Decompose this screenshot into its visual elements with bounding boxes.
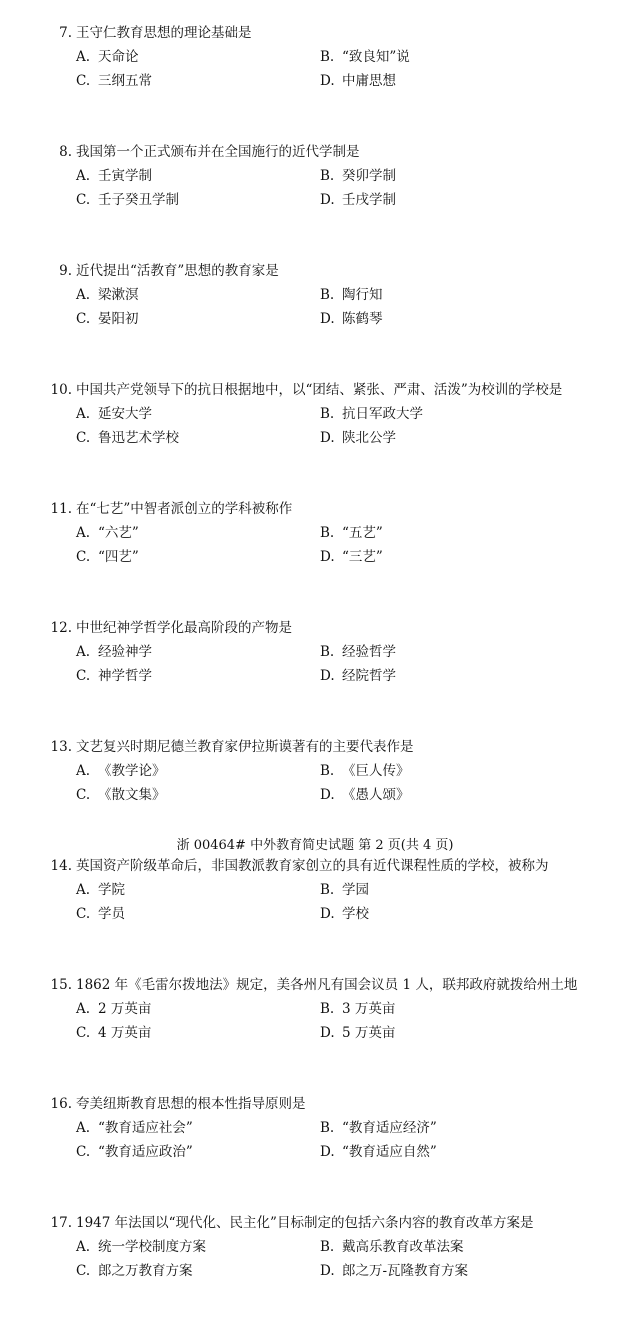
option-text: “三艺” <box>342 549 383 565</box>
question-stem: 中世纪神学哲学化最高阶段的产物是 <box>76 620 292 636</box>
option-c <box>76 69 152 93</box>
option-text: 《教学论》 <box>98 763 166 779</box>
option-text: 壬子癸丑学制 <box>98 192 179 208</box>
option-a <box>76 164 152 188</box>
question-number: 14. <box>50 858 72 874</box>
option-label: C. <box>76 1025 91 1041</box>
question-16 <box>40 1092 600 1211</box>
options-row <box>40 759 600 783</box>
option-label: C. <box>76 192 91 208</box>
option-c <box>76 902 125 926</box>
option-text: 陶行知 <box>342 287 383 303</box>
option-label: D. <box>320 668 335 684</box>
question-number: 16. <box>50 1096 72 1112</box>
question-17 <box>40 1211 600 1330</box>
question-stem-row <box>40 259 600 283</box>
question-7 <box>40 21 600 140</box>
option-d <box>320 69 396 93</box>
option-text: 抗日军政大学 <box>342 406 423 422</box>
option-b <box>320 402 423 426</box>
option-text: 《愚人颂》 <box>342 787 410 803</box>
option-label: B. <box>320 882 335 898</box>
option-c <box>76 426 179 450</box>
option-label: D. <box>320 1025 335 1041</box>
option-text: 三纲五常 <box>98 73 152 89</box>
option-text: 壬戌学制 <box>342 192 396 208</box>
options-row <box>40 521 600 545</box>
question-stem-row <box>40 1211 600 1235</box>
option-text: 陕北公学 <box>342 430 396 446</box>
question-stem: 夸美纽斯教育思想的根本性指导原则是 <box>76 1096 306 1112</box>
question-stem: 1862 年《毛雷尔拨地法》规定，美各州凡有国会议员 1 人，联邦政府就拨给州土地 <box>76 977 578 993</box>
option-c <box>76 664 152 688</box>
question-stem: 王守仁教育思想的理论基础是 <box>76 25 252 41</box>
option-label: B. <box>320 49 335 65</box>
options-row <box>40 188 600 212</box>
question-stem-row <box>40 973 600 997</box>
question-number: 17. <box>50 1215 72 1231</box>
question-stem-row <box>40 497 600 521</box>
option-text: “教育适应政治” <box>98 1144 193 1160</box>
question-stem-row <box>40 735 600 759</box>
option-label: C. <box>76 1263 91 1279</box>
options-row <box>40 902 600 926</box>
option-label: D. <box>320 430 335 446</box>
question-number: 12. <box>50 620 72 636</box>
options-row <box>40 1140 600 1164</box>
option-c <box>76 307 139 331</box>
option-d <box>320 902 369 926</box>
option-text: 统一学校制度方案 <box>98 1239 206 1255</box>
question-stem: 在“七艺”中智者派创立的学科被称作 <box>76 501 293 517</box>
option-text: 癸卯学制 <box>342 168 396 184</box>
option-a <box>76 640 152 664</box>
question-stem-row <box>40 140 600 164</box>
option-a <box>76 759 166 783</box>
question-stem: 1947 年法国以“现代化、民主化”目标制定的包括六条内容的教育改革方案是 <box>76 1215 534 1231</box>
question-number: 9. <box>59 263 72 279</box>
option-text: 《散文集》 <box>98 787 166 803</box>
option-label: D. <box>320 787 335 803</box>
option-a <box>76 45 139 69</box>
options-row <box>40 1116 600 1140</box>
question-stem: 文艺复兴时期尼德兰教育家伊拉斯谟著有的主要代表作是 <box>76 739 414 755</box>
question-stem: 近代提出“活教育”思想的教育家是 <box>76 263 279 279</box>
option-text: 4 万英亩 <box>98 1025 152 1041</box>
option-label: A. <box>76 644 91 660</box>
question-number: 11. <box>50 501 72 517</box>
option-text: 陈鹤琴 <box>342 311 383 327</box>
option-label: A. <box>76 1239 91 1255</box>
question-15 <box>40 973 600 1092</box>
question-stem-row <box>40 378 600 402</box>
option-text: 学员 <box>98 906 125 922</box>
option-label: B. <box>320 644 335 660</box>
option-d <box>320 1021 395 1045</box>
option-text: 鲁迅艺术学校 <box>98 430 179 446</box>
option-a <box>76 1116 193 1140</box>
option-text: “教育适应社会” <box>98 1120 193 1136</box>
option-text: “五艺” <box>342 525 383 541</box>
option-d <box>320 426 396 450</box>
option-a <box>76 997 151 1021</box>
option-b <box>320 283 383 307</box>
option-text: “教育适应自然” <box>342 1144 437 1160</box>
option-label: D. <box>320 311 335 327</box>
option-text: 学院 <box>98 882 125 898</box>
question-stem-row <box>40 854 600 878</box>
question-stem-row <box>40 616 600 640</box>
option-text: “致良知”说 <box>342 49 410 65</box>
option-text: 经验哲学 <box>342 644 396 660</box>
question-10 <box>40 378 600 497</box>
option-text: 郎之万教育方案 <box>98 1263 193 1279</box>
option-c <box>76 188 179 212</box>
option-text: 经验神学 <box>98 644 152 660</box>
option-d <box>320 1259 468 1283</box>
option-text: 延安大学 <box>98 406 152 422</box>
option-text: 5 万英亩 <box>342 1025 396 1041</box>
option-b <box>320 45 410 69</box>
options-row <box>40 545 600 569</box>
option-label: B. <box>320 763 335 779</box>
question-list <box>40 21 600 1330</box>
option-b <box>320 997 395 1021</box>
option-b <box>320 640 396 664</box>
options-row <box>40 1235 600 1259</box>
option-text: 学园 <box>342 882 369 898</box>
option-c <box>76 545 139 569</box>
question-9 <box>40 259 600 378</box>
option-text: 晏阳初 <box>98 311 139 327</box>
options-row <box>40 783 600 807</box>
option-label: C. <box>76 430 91 446</box>
option-label: D. <box>320 1263 335 1279</box>
option-label: B. <box>320 1239 335 1255</box>
question-stem-row <box>40 1092 600 1116</box>
option-label: B. <box>320 168 335 184</box>
option-b <box>320 1116 437 1140</box>
option-b <box>320 759 410 783</box>
option-label: A. <box>76 1001 91 1017</box>
option-text: 神学哲学 <box>98 668 152 684</box>
option-label: A. <box>76 406 91 422</box>
option-d <box>320 783 410 807</box>
options-row <box>40 1021 600 1045</box>
option-label: C. <box>76 1144 91 1160</box>
option-label: A. <box>76 49 91 65</box>
option-text: 《巨人传》 <box>342 763 410 779</box>
question-number: 15. <box>50 977 72 993</box>
question-stem: 中国共产党领导下的抗日根据地中，以“团结、紧张、严肃、活泼”为校训的学校是 <box>76 382 563 398</box>
option-label: A. <box>76 763 91 779</box>
option-label: D. <box>320 906 335 922</box>
options-row <box>40 402 600 426</box>
option-label: A. <box>76 882 91 898</box>
options-row <box>40 664 600 688</box>
option-c <box>76 783 166 807</box>
option-text: 学校 <box>342 906 369 922</box>
options-row <box>40 1259 600 1283</box>
option-label: D. <box>320 1144 335 1160</box>
question-stem: 英国资产阶级革命后，非国教派教育家创立的具有近代课程性质的学校，被称为 <box>76 858 549 874</box>
question-number: 8. <box>59 144 72 160</box>
option-text: 中庸思想 <box>342 73 396 89</box>
option-text: 戴高乐教育改革法案 <box>342 1239 464 1255</box>
option-label: D. <box>320 73 335 89</box>
option-label: B. <box>320 1120 335 1136</box>
option-c <box>76 1259 193 1283</box>
option-label: C. <box>76 906 91 922</box>
option-d <box>320 1140 437 1164</box>
page-footer: 浙 00464# 中外教育简史试题 第 2 页(共 4 页) <box>176 838 454 853</box>
option-label: C. <box>76 311 91 327</box>
option-label: B. <box>320 525 335 541</box>
option-text: 梁漱溟 <box>98 287 139 303</box>
option-text: 3 万英亩 <box>342 1001 396 1017</box>
option-b <box>320 521 383 545</box>
options-row <box>40 283 600 307</box>
option-a <box>76 521 139 545</box>
question-14 <box>40 854 600 973</box>
options-row <box>40 426 600 450</box>
option-label: A. <box>76 168 91 184</box>
option-label: A. <box>76 287 91 303</box>
option-b <box>320 1235 464 1259</box>
question-11 <box>40 497 600 616</box>
option-text: 壬寅学制 <box>98 168 152 184</box>
option-d <box>320 188 396 212</box>
question-number: 7. <box>59 25 72 41</box>
option-a <box>76 1235 206 1259</box>
option-label: B. <box>320 287 335 303</box>
question-12 <box>40 616 600 735</box>
option-text: 经院哲学 <box>342 668 396 684</box>
option-c <box>76 1021 151 1045</box>
option-label: B. <box>320 1001 335 1017</box>
option-a <box>76 402 152 426</box>
option-text: 2 万英亩 <box>98 1001 152 1017</box>
option-label: C. <box>76 668 91 684</box>
question-number: 13. <box>50 739 72 755</box>
option-c <box>76 1140 193 1164</box>
option-label: A. <box>76 525 91 541</box>
option-text: “四艺” <box>98 549 139 565</box>
options-row <box>40 45 600 69</box>
question-stem: 我国第一个正式颁布并在全国施行的近代学制是 <box>76 144 360 160</box>
option-label: C. <box>76 549 91 565</box>
option-text: 郎之万-瓦隆教育方案 <box>342 1263 469 1279</box>
question-number: 10. <box>50 382 72 398</box>
option-b <box>320 164 396 188</box>
option-text: “六艺” <box>98 525 139 541</box>
question-stem-row <box>40 21 600 45</box>
options-row <box>40 640 600 664</box>
options-row <box>40 997 600 1021</box>
option-d <box>320 664 396 688</box>
option-text: “教育适应经济” <box>342 1120 437 1136</box>
option-d <box>320 545 383 569</box>
option-label: C. <box>76 787 91 803</box>
options-row <box>40 307 600 331</box>
question-8 <box>40 140 600 259</box>
option-d <box>320 307 383 331</box>
options-row <box>40 164 600 188</box>
option-text: 天命论 <box>98 49 139 65</box>
option-label: D. <box>320 192 335 208</box>
option-a <box>76 283 139 307</box>
option-label: D. <box>320 549 335 565</box>
option-label: C. <box>76 73 91 89</box>
option-label: B. <box>320 406 335 422</box>
options-row <box>40 69 600 93</box>
option-label: A. <box>76 1120 91 1136</box>
